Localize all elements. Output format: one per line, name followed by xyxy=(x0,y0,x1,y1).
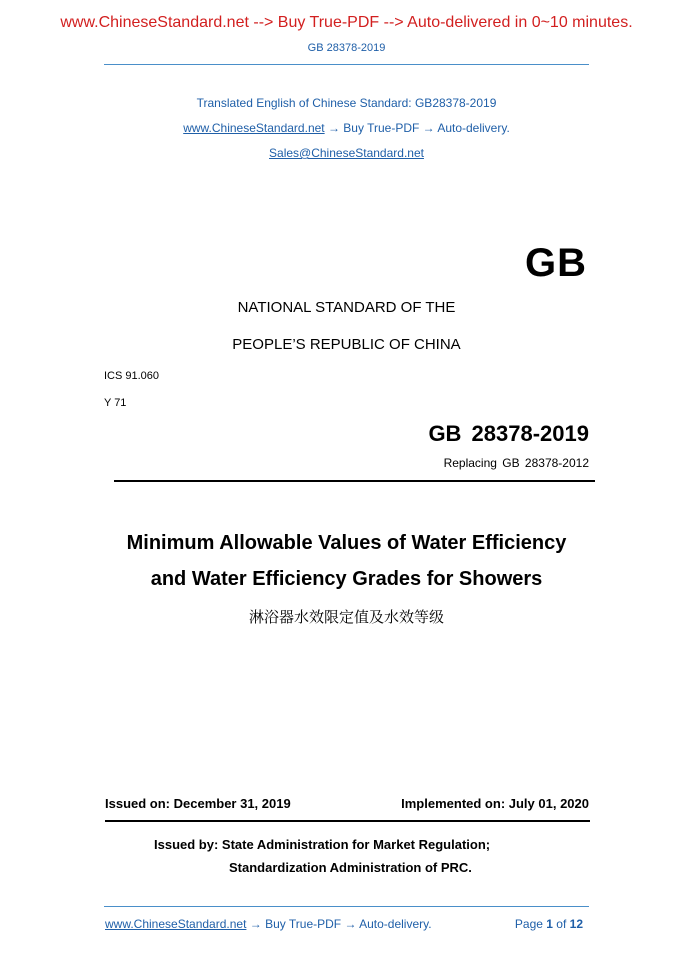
footer-buy-note: → Buy True-PDF → Auto-delivery. xyxy=(246,917,432,931)
issued-on-date: Issued on: December 31, 2019 xyxy=(105,796,291,811)
top-banner[interactable]: www.ChineseStandard.net --> Buy True-PDF --> Auto-delivered in 0~10 minutes. xyxy=(60,14,633,31)
page-of: of xyxy=(552,917,570,931)
email-line xyxy=(0,146,693,160)
footer-divider xyxy=(104,906,589,907)
footer-site-link[interactable]: www.ChineseStandard.net xyxy=(105,917,247,931)
issuer-line1: Issued by: State Administration for Market Regulation; xyxy=(154,837,491,852)
implemented-on-date: Implemented on: July 01, 2020 xyxy=(401,796,589,811)
page-prefix: Page xyxy=(514,917,547,931)
header-divider xyxy=(104,64,589,65)
gb-logo: GB xyxy=(525,241,587,285)
page-total: 12 xyxy=(569,917,583,931)
site-link[interactable]: www.ChineseStandard.net xyxy=(183,121,325,135)
page-indicator xyxy=(515,917,583,931)
replacing-note: Replacing GB 28378-2012 xyxy=(443,456,589,470)
page-current: 1 xyxy=(546,917,553,931)
national-standard-line2: PEOPLE’S REPUBLIC OF CHINA xyxy=(232,336,461,353)
standard-number: GB 28378-2019 xyxy=(428,421,589,446)
email-link[interactable]: Sales@ChineseStandard.net xyxy=(269,146,424,160)
translation-note: Translated English of Chinese Standard: GB28378-2019 xyxy=(196,96,497,110)
buy-note: → Buy True-PDF → Auto-delivery. xyxy=(324,121,510,135)
ccs-code: Y 71 xyxy=(104,397,127,409)
translation-links xyxy=(0,121,693,135)
title-english-line1: Minimum Allowable Values of Water Efficiency xyxy=(126,532,567,554)
header-doc-number: GB 28378-2019 xyxy=(307,42,386,54)
footer-links xyxy=(105,917,432,931)
issuer-line2: Standardization Administration of PRC. xyxy=(229,860,472,875)
title-divider xyxy=(114,480,595,482)
title-english-line2: and Water Efficiency Grades for Showers xyxy=(150,568,543,590)
title-chinese: 淋浴器水效限定值及水效等级 xyxy=(248,609,444,626)
ics-code: ICS 91.060 xyxy=(104,370,160,382)
national-standard-line1: NATIONAL STANDARD OF THE xyxy=(237,299,456,316)
issued-divider xyxy=(105,820,590,822)
